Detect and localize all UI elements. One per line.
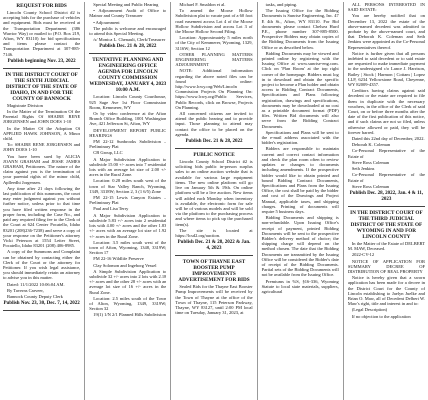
notice-paragraph: Location: Approximately 5 miles north of the City of Kemmerer, Wyoming, 1329, 3116W; Section 12 [175, 35, 253, 51]
notice-title: REQUEST FOR BIDS [16, 3, 67, 9]
notice-divider [89, 53, 166, 54]
notice-paragraph: CB Group, LLC [93, 150, 123, 156]
notice-paragraph: A Major Subdivision Application to subdivide 5.83 +/- acres into 2 residential lots with 4.00 +/- acres and the other 1.83 +/- acres with an average lot size of 1.92 +/- acres in the Rural Zone. [89, 212, 167, 239]
notice-paragraph: Bidders are responsible to maintain current and correct contact information and check the plan room often to review updates or changes to documents including amendments. If the prospective bidder would like to obtain printed and bound Bidding Contract Documents, Specifications and Plans from the Issuing Office, the cost shall be paid by the bidder and cost of the Drawings and Project Manual, applicable taxes, and shipping charges. Printing of documents will require 5 business days. [261, 146, 339, 214]
notice-paragraph: Steve Ross Coleman [351, 159, 390, 165]
notice-paragraph: Co-Personal Representative of the Estate of [347, 148, 426, 159]
notice-paragraph: Dated: 11/1/2022 10:06:04 AM. [7, 281, 65, 287]
legal-notice [175, 152, 252, 256]
notice-divider [3, 310, 80, 311]
notice-paragraph: /s/ Monica L. Chenault, Clerk/Treasurer [93, 37, 166, 43]
legal-notice [3, 72, 80, 311]
notice-paragraph: In the Matter of the Estate of DELBERT M. MAW, Deceased. [347, 240, 426, 252]
notice-paragraph: If no objection to the application [351, 313, 411, 319]
notice-title: TOWN OF THAYNE EAST BOOSTER PUMP IMPROVEMENTS ADVERTISEMENT FOR BIDS [178, 259, 250, 284]
notice-paragraph: • Adjournment Audit of Office to Mainor and County Treasurer [89, 8, 167, 19]
notice-paragraph: To amend the Moose Hollow Subdivision plat to vacate part of a 60 foot road easement across Lot 4 of the Moose Hollow Subdivision and across Lot 3 of the Moose Hollow Second Filing. [175, 8, 253, 35]
notice-paragraph: A copy of the Summons and Complaint can be obtained by contacting either the Clerk of the Court or the attorney for Petitioner. If you wish legal assistance, you should immediately retain an attorney to advise you in this matter. [3, 249, 81, 281]
notice-divider [175, 148, 252, 149]
notice-title: IN THE DISTRICT COURT OF THE SIXTH JUDICIAL DISTRICT OF THE STATE OF IDAHO, IN AND FOR THE COUNTY OF BANNOCK [5, 71, 78, 102]
notice-paragraph: FM 22-16 Wildlife Preserve [93, 256, 144, 262]
legal-notice [348, 2, 425, 207]
notice-paragraph: DEVELOPMENT REPORT PUBLIC HEARINGS [89, 127, 167, 138]
notice-paragraph: (Legal Description) [351, 307, 388, 313]
notice-paragraph: FM 22-12 Sunbrooks Subdivision – Preliminary Plat [89, 139, 167, 150]
notice-paragraph: Bannock County Deputy Clerk [7, 293, 63, 299]
notice-paragraph: 2022-CV-12 [351, 252, 375, 258]
notice-title: TENTATIVE PLANNING AND ENGINEERING OFFICE AGENDA FOR LINCOLN COUNTY COMMISSION WEDNESDAY, JANUARY 4, 2023 10:00 A.M. [89, 57, 167, 94]
legal-notice [175, 259, 252, 315]
notice-title: IN THE DISTRICT COURT OF THE THIRD JUDICIAL DISTRICT OF THE STATE OF WYOMING IN AND FOR LINCOLN COUNTY [350, 209, 423, 240]
notice-paragraph: Michael F. Smaldon et al. [179, 2, 226, 7]
notice-paragraph: Dated this 22nd day of December, 2022. [351, 136, 425, 142]
legal-notice [348, 210, 425, 319]
notice-paragraph: Any time after 21 days following the last publication of this summons, the court may enter judgment against you without further notice, unless prior to that time you have filed written response in the proper form, including the Case No., and paid any required filing fee to the Clerk of the Court at 624 Center Pocatello, Idaho 83201 (208)236-7238) and serve a copy of your response on the Petitioner's attorney Vicki Peterson at 1554 Leiter Street, Pocatello, Idaho 83201 (208) 406-8985. [3, 185, 81, 249]
notice-paragraph: You are hereby notified that on December 13, 2022 the estate of the above-named decedent was admitted to probate by the above-named court, and that Deborah K. Coleman and Seth Jenkins were appointed as the Co-Personal Representatives thereof. [347, 13, 426, 50]
notice-paragraph: OTHER PLANNING MATTERS ENGINEERING MATTERS ADJOURNMENT [175, 51, 253, 68]
notice-paragraph: Or by video conference at the Afton Branch Office Building, 1001 Washington Ave, 421 Jefferson St, Afton, WY [89, 111, 167, 127]
notice-paragraph: Deborah K. Coleman [351, 142, 391, 148]
legal-notice [262, 2, 339, 294]
notice-paragraph: Creditors having claims against said decedent or the estate are required to file them in duplicate with the necessary vouchers, in the office of the Clerk of said Court, on or before three months after the date of the first publication of this notice, and if such claims are not so filed, unless otherwise allowed or paid, they will be forever barred. [347, 88, 426, 135]
notice-paragraph: Sealed Bids for the Thayne East Booster Pump Improvements will be received by the Town of Thayne at the office of the Town of Thayne, 115 Peterson Parkway, Thayne, WY 83127, until 2:00 PM local time on Tuesday, January 31, 2023, at [175, 284, 253, 316]
notice-column [343, 2, 425, 400]
notice-paragraph: By Taverns Carveer, [7, 287, 44, 293]
notice-divider [348, 206, 425, 207]
publication-dates: Publish Dec. 21 & 28, 2022 & Jan. 4, 2023 [177, 240, 251, 252]
notice-paragraph: All concerned citizens are invited to attend the public hearing and to provide input. Those planning to attend may contact the office to be placed on the agenda. [175, 111, 253, 137]
notice-paragraph: Bidding Documents may be viewed and printed online by registering with the Issuing Office at www.sunrise-eng.com. Click on 'Plan Room' at the top right corner of the homepage. Bidders must log in to download and obtain the specific project to become a Plan holder and obtain access to Bidding Contract Documents, Specifications and Plans following registration, drawings and specifications, documents may be downloaded at no cost as a printable document format (PDF) files. Written Bid documents will also serve from the Bidding Contract Documents. [261, 50, 339, 129]
notice-paragraph: Specifications and Plans will be sent to the e-mail address associated with the bidder's registration. [261, 129, 339, 146]
notice-paragraph: Notice is hereby given that a sworn application has been made for a decree in the District Court for the County of Lincoln establishing to Jaelyn Juelke and Brian O. Maw, all of Decedent Delbert W. Maw's right, title and interest in and to: [347, 275, 426, 307]
notice-paragraph: A Major Subdivision Application to subdivide 15.00 +/- acres into 7 residential lots with an average lot size of 2.00 +/- acres in the Rural Zone. [89, 156, 167, 178]
publication-dates: Publish Nov. 23, 30, Dec. 7, 14, 2022 [3, 301, 80, 307]
notice-divider [3, 68, 80, 69]
notice-paragraph: NOTE: Additional information regarding the above noted files can be found online: http://www.lcwy.org/Web/Lincoln Commission Projects On Planning On: https://www.lcwy.org/Public Services, Public Records, click on Browse, Projects On Planning. [175, 68, 253, 110]
notice-paragraph: Location: 3.5 miles south west of the town of Afton, Wyoming, 1348, 3319W; Section 17 [89, 239, 167, 256]
notice-paragraph: Seth Jenkins [351, 166, 375, 172]
notice-paragraph: To: SHAIRE RENE JORGENSEN and JOHN DOES 1-10 [3, 142, 81, 153]
notice-paragraph: Premiums in %S, §16-336, Wyoming Statute to local state materials, suppliers, agricultural [261, 278, 339, 294]
notice-paragraph: The site is located at https://lcsd2.org/auction. [175, 227, 253, 238]
legal-notice [175, 2, 252, 149]
notice-paragraph: In the Matter Of the Adoption Of APPLIED HAWK JOHNSON, A Minor child. [3, 125, 81, 142]
notice-paragraph: tasks, and piping. [265, 2, 298, 7]
notice-paragraph: Steve Ross Coleman [351, 183, 390, 189]
notice-paragraph: The Issuing Office for the Bidding Documents is Sunrise Engineering, Inc. 47 E 4th St., Afton, WY 83110. For Bid documents please contact Chelsea Hurd P.E., phone number 307-885-8500. Prospective Bidders may obtain copies of the Bidding Documents from the Issuing Office or as described below. [261, 8, 339, 50]
legal-notice [89, 57, 166, 317]
notice-title: PUBLIC NOTICE [193, 152, 235, 159]
notice-paragraph: Special Meeting and Public Hearing [93, 2, 159, 7]
notice-paragraph: FM 22-15 Lewis Canyon Estates – Preliminary Plat [89, 195, 167, 206]
notice-paragraph: NOTICE OF APPLICATION FOR SUMMARY DECREE OF DISTRIBUTION OF REAL PROPERTY [347, 258, 426, 274]
notice-paragraph: Co-Personal Representative of the Estate of [347, 172, 426, 183]
notice-paragraph: ALL PERSONS INTERESTED IN SAID ESTATE: [347, 2, 426, 13]
legal-notice [89, 2, 166, 54]
notice-paragraph: Clay Solomon and Ingeborg Vessel [93, 262, 157, 268]
notice-paragraph: Notice is further given that all persons indebted to said decedent or to said estate are requested to make immediate payment to the undersigned c/o Lance J. Harrison, Bailey | Stock | Harmon | Cottam | Lopez LLP, 6234 Yellowstone Road, Cheyenne, WY 82009-4357. [347, 50, 426, 88]
notice-paragraph: The public is welcome and encouraged to attend this Special Meeting. [89, 25, 167, 37]
notice-column [3, 2, 80, 400]
publication-dates: Publish Dec. 21 & 28, 2022 [99, 44, 157, 50]
publication-dates: Publish beginning Nov. 23, 2022 [7, 58, 76, 64]
notice-paragraph: • Adjournment [93, 19, 120, 25]
notice-column [170, 2, 252, 400]
notice-column [84, 2, 166, 400]
notice-paragraph: A Simple Subdivision Application to subdivide 32 +/- acres into 2 lots with 2.18 +/- acres and the other 28 +/- acres with an average lot size of 16 +/- acres in the Rural Zone. [89, 268, 167, 295]
notice-paragraph: Location: 0.28 miles south west of the town of Star Valley Ranch, Wyoming, 1349, 3318W; Section 2, 3 (1 6/5) Zone [89, 178, 167, 194]
notice-paragraph: Lincoln County School District #2 is soliciting bids public in-person surplus sales to an online auction website that is available for various large equipment items. The new online platform will go live on January 5th & 19th. On online platform will be a live auction. New items will added each Monday when inventory is available, the electronic form for sale will be of various models and will be sold via the platform to the purchasing process and where items to pick up the purchased item(s). [175, 159, 253, 227]
notice-column [257, 2, 339, 400]
notice-paragraph: In the Matter of the Termination Of the Parental Rights Of SHAIRE RENE JORGENSEN and JOHN DOES 1-10 [3, 109, 81, 125]
notice-paragraph: Lincoln County School District #2 is accepting bids for the purchase of vehicles and equipment. Bids must be received at the Transportation Department (386 Warrior Way) or mailed to (P.O. Box 219, Afton, WY 83110) for bid specifications and items please contact the Transportation Department at 307-885-7146. [3, 10, 81, 57]
publication-dates: Publish Dec. 21 & 28, 2022 [185, 139, 243, 145]
notice-paragraph: Location: Lincoln County Courthouse, 925 Sage Ave 1st Floor Commission Room, Kemmerer, WY [89, 94, 167, 110]
notice-paragraph: Magistrate Division [7, 102, 43, 108]
publication-dates: Publish Dec. 28, 2022, Jan. 4 & 11, 2023 [349, 190, 424, 202]
notice-paragraph: You have been sued by ALICIA JOANN GRAHAM and JESSE JAMES GRAHAM, Petitioners. The nature of the claim against you is the termination of your parental rights of the minor child, Aplleedhi Jorgensen. [3, 153, 81, 185]
notice-divider [175, 255, 252, 256]
notice-paragraph: 19(1) 1/N 2/1 Planned Hills Subdivision [93, 312, 166, 318]
notice-paragraph: Bidding Documents and shipping is non-refundable. Upon Issuing Office's receipt of payment, printed Bidding Documents will be sent to the prospective Bidder's delivery method of choice; the shipping charge will depend on the method chosen. The date that the Bidding Documents are transmitted by the Issuing Office will be considered the Bidder's date of receipt of the Bidding Documents. Partial sets of the Bidding Documents will not be available from the Issuing Office. [261, 215, 339, 278]
notice-paragraph: Paul and Lisa Terry [93, 206, 129, 212]
notice-paragraph: Location: 2.5 miles south of the Town of Alton, Wyoming, 1349, 3319W; Section 32 [89, 295, 167, 312]
legal-notice [3, 3, 80, 69]
